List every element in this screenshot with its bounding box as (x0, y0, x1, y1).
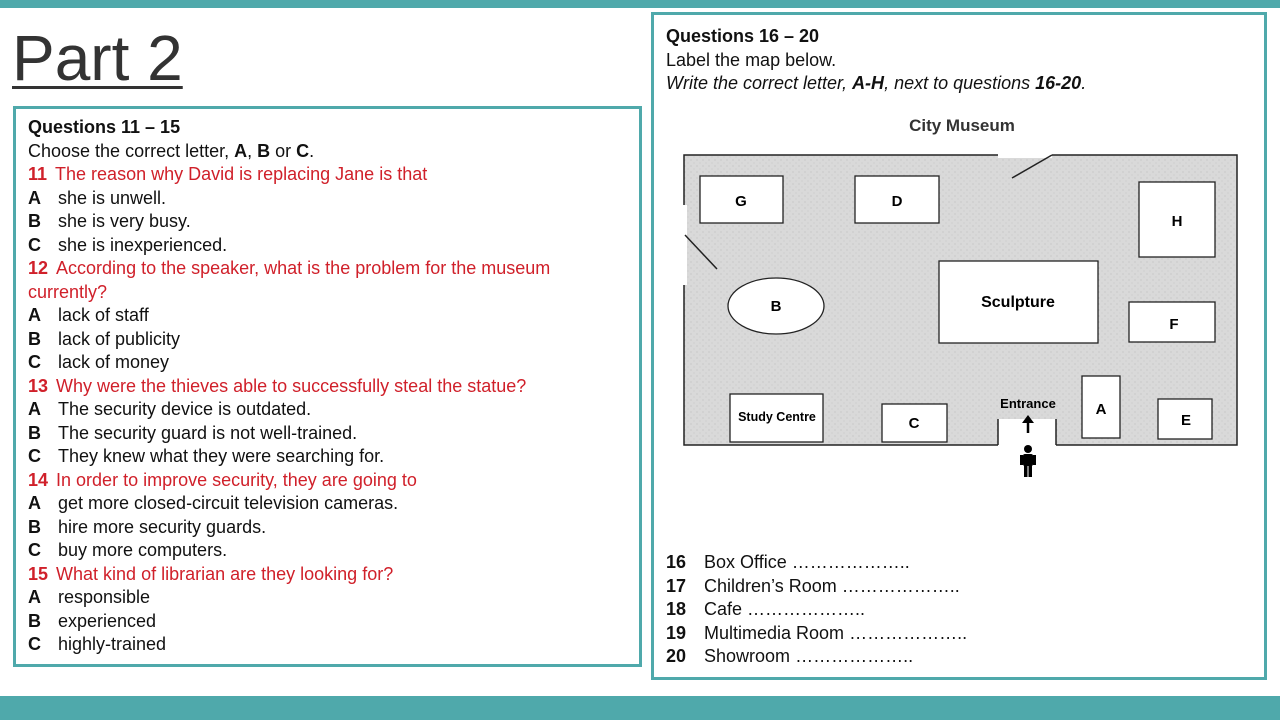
questions-11-15-box (13, 106, 642, 667)
option-15-a[interactable] (28, 586, 627, 610)
option-letter: A (28, 399, 41, 419)
question-number: 13 (28, 375, 49, 396)
question-12 (28, 257, 627, 304)
label-number: 16 (666, 552, 687, 572)
option-letter: A (28, 493, 41, 513)
option-13-a[interactable] (28, 398, 627, 422)
instruction-letter-c: C (296, 140, 310, 161)
option-letter: B (28, 422, 41, 443)
option-11-a[interactable] (28, 187, 627, 211)
answer-blank[interactable]: ……………….. (841, 575, 960, 596)
room-b-label: B (770, 298, 782, 315)
person-icon (1020, 445, 1036, 477)
label-text: Box Office (704, 552, 787, 572)
option-letter: C (28, 352, 41, 372)
question-number: 15 (28, 563, 49, 584)
option-12-b[interactable] (28, 328, 627, 352)
bottom-accent-bar (0, 696, 1280, 720)
option-letter: C (28, 234, 41, 255)
option-letter: C (28, 540, 41, 560)
option-text: she is inexperienced. (58, 234, 228, 255)
option-text: experienced (58, 610, 157, 631)
room-c-label: C (908, 415, 920, 432)
question-text: Why were the thieves able to successfully steal the statue? (56, 375, 527, 396)
top-accent-bar (0, 0, 1280, 8)
sculpture-label: Sculpture (981, 294, 1055, 311)
option-14-c[interactable] (28, 539, 627, 563)
option-letter: B (28, 328, 41, 349)
option-letter: B (28, 516, 41, 537)
question-text: The reason why David is replacing Jane is that (55, 164, 428, 184)
option-11-c[interactable] (28, 234, 627, 258)
question-number: 11 (28, 164, 48, 184)
option-text: she is very busy. (58, 211, 191, 231)
option-13-b[interactable] (28, 422, 627, 446)
option-15-b[interactable] (28, 610, 627, 634)
section-heading: Questions 16 – 20 (666, 26, 820, 46)
left-door-gap (681, 205, 687, 285)
question-14 (28, 469, 627, 493)
entrance-label: Entrance (1000, 396, 1056, 411)
room-d-label: D (891, 193, 903, 210)
question-number: 12 (28, 258, 49, 278)
option-11-b[interactable] (28, 210, 627, 234)
option-letter: B (28, 211, 41, 231)
questions-16-20-box (651, 12, 1267, 680)
option-text: she is unwell. (58, 187, 167, 208)
room-e-label: E (1180, 412, 1192, 429)
option-letter: C (28, 446, 41, 466)
map-title: City Museum (909, 116, 1015, 135)
section-heading: Questions 11 – 15 (28, 117, 181, 137)
instruction-end: . (309, 140, 315, 161)
option-text: lack of money (58, 352, 170, 372)
map-instruction: Label the map below. (666, 49, 837, 70)
label-number: 18 (666, 599, 687, 619)
option-text: lack of publicity (58, 328, 181, 349)
option-12-a[interactable] (28, 304, 627, 328)
option-text: lack of staff (58, 305, 149, 325)
option-12-c[interactable] (28, 351, 627, 375)
instruction-sep: , (247, 140, 258, 161)
option-letter: A (28, 187, 41, 208)
write-end: . (1081, 73, 1087, 93)
option-text: get more closed-circuit television cameras. (58, 493, 399, 513)
letter-range: A-H (852, 73, 885, 93)
part-title: Part 2 (12, 22, 183, 94)
label-text: Children’s Room (704, 575, 837, 596)
room-a-label: A (1095, 401, 1107, 418)
label-number: 19 (666, 622, 687, 643)
option-text: They knew what they were searching for. (58, 446, 385, 466)
museum-map (654, 15, 1264, 495)
option-letter: C (28, 634, 41, 654)
option-text: hire more security guards. (58, 516, 267, 537)
option-15-c[interactable] (28, 633, 627, 657)
label-question-20[interactable] (666, 645, 967, 669)
room-g-label: G (735, 193, 747, 210)
option-letter: B (28, 610, 41, 631)
option-text: buy more computers. (58, 540, 228, 560)
option-13-c[interactable] (28, 445, 627, 469)
question-text: What kind of librarian are they looking for? (56, 563, 394, 584)
answer-blank[interactable]: ……………….. (791, 552, 910, 572)
label-number: 17 (666, 575, 687, 596)
option-text: The security device is outdated. (58, 399, 312, 419)
answer-blank[interactable]: ……………….. (795, 646, 914, 666)
room-h-label: H (1171, 213, 1183, 230)
instruction-letter-a: A (234, 140, 248, 161)
question-text: According to the speaker, what is the problem for the museum currently? (28, 258, 551, 302)
question-11 (28, 163, 627, 187)
top-door-gap (998, 153, 1052, 158)
write-text: , next to questions (884, 73, 1036, 93)
question-13 (28, 375, 627, 399)
option-14-b[interactable] (28, 516, 627, 540)
question-range: 16-20 (1035, 73, 1082, 93)
question-text: In order to improve security, they are going to (56, 469, 417, 490)
label-text: Showroom (704, 646, 791, 666)
question-15 (28, 563, 627, 587)
option-text: responsible (58, 587, 151, 607)
instruction-letter-b: B (257, 140, 271, 161)
option-letter: A (28, 587, 41, 607)
map-label-questions (666, 551, 967, 669)
label-question-16[interactable] (666, 551, 967, 575)
instruction-sep: or (270, 140, 297, 161)
label-question-19[interactable] (666, 622, 967, 646)
label-text: Multimedia Room (704, 622, 845, 643)
label-question-17[interactable] (666, 575, 967, 599)
label-number: 20 (666, 646, 687, 666)
room-f-label: F (1169, 316, 1179, 333)
option-letter: A (28, 305, 41, 325)
option-text: highly-trained (58, 634, 167, 654)
label-text: Cafe (704, 599, 743, 619)
question-number: 14 (28, 469, 49, 490)
answer-blank[interactable]: ……………….. (747, 599, 866, 619)
option-text: The security guard is not well-trained. (58, 422, 358, 443)
answer-blank[interactable]: ……………….. (849, 622, 968, 643)
label-question-18[interactable] (666, 598, 967, 622)
study-centre-label: Study Centre (738, 410, 816, 424)
section-instruction (28, 140, 627, 164)
instruction-text: Choose the correct letter, (28, 140, 235, 161)
write-text: Write the correct letter, (666, 73, 853, 93)
option-14-a[interactable] (28, 492, 627, 516)
